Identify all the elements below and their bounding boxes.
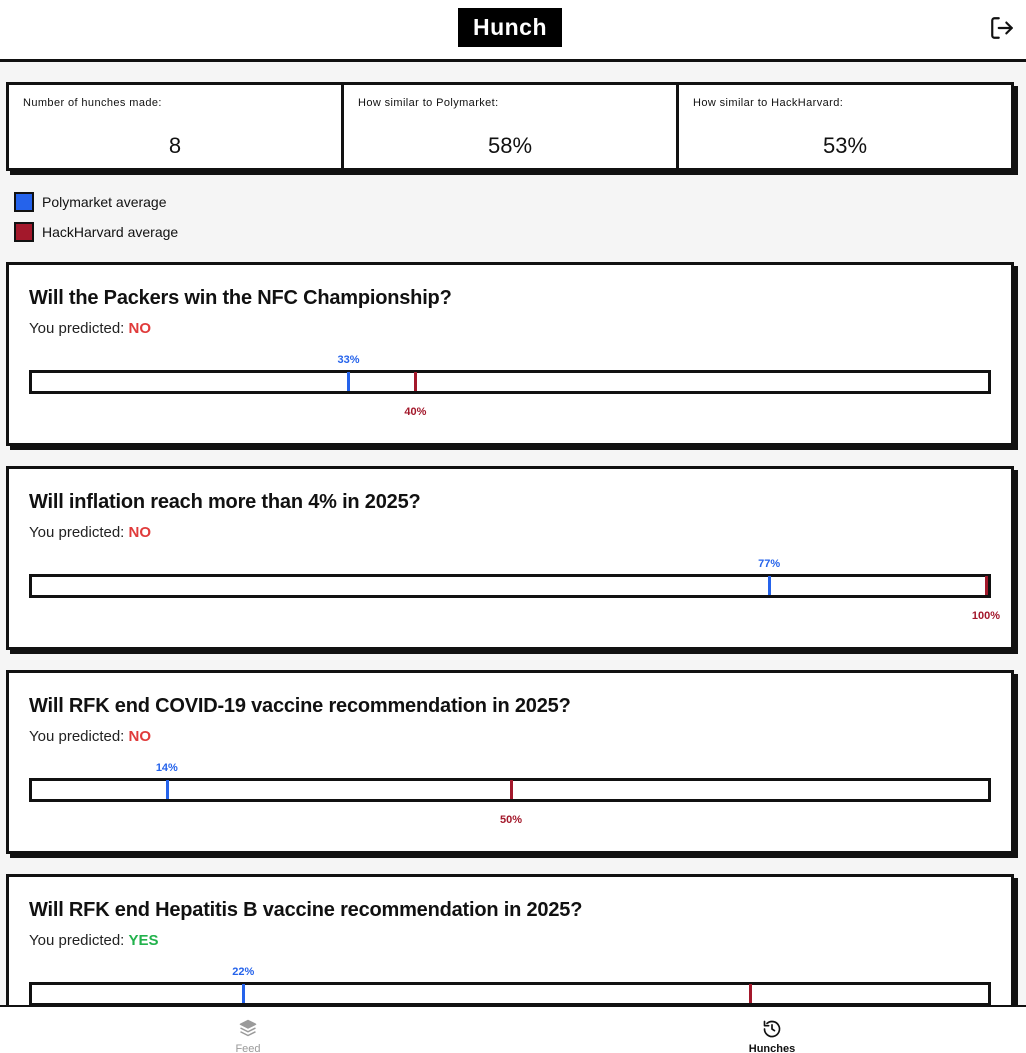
hackharvard-marker [985,576,988,595]
stat-label: Number of hunches made: [23,97,162,109]
legend-label: Polymarket average [42,194,167,210]
polymarket-marker [242,984,245,1003]
prediction-line [29,932,159,949]
polymarket-marker [768,576,771,595]
prediction-line [29,320,151,337]
polymarket-percent-label: 22% [232,966,255,978]
stat-value: 8 [168,133,182,158]
polymarket-swatch [14,192,34,212]
polymarket-percent-label: 77% [758,558,781,570]
probability-track [29,778,991,802]
hackharvard-percent-label: 100% [971,610,1001,622]
hunch-card[interactable] [6,466,1014,650]
stat-hunches-made [9,85,344,168]
hackharvard-marker [749,984,752,1003]
prediction-prefix: You predicted: [29,728,125,745]
nav-label: Hunches [748,1043,796,1053]
hackharvard-marker [414,372,417,391]
nav-hunches[interactable] [712,1007,832,1053]
polymarket-percent-label: 33% [337,354,360,366]
legend-label: HackHarvard average [42,224,179,240]
hunch-card[interactable] [6,670,1014,854]
polymarket-marker [166,780,169,799]
stats-panel [6,82,1014,171]
stat-polymarket-similarity [344,85,679,168]
prediction-prefix: You predicted: [29,524,125,541]
stat-hackharvard-similarity [679,85,1011,168]
prediction-line [29,524,151,541]
nav-label: Feed [235,1043,261,1053]
hackharvard-percent-label: 40% [404,406,427,418]
probability-track [29,982,991,1006]
probability-track [29,574,991,598]
stat-value: 58% [487,133,533,158]
stat-label: How similar to Polymarket: [358,97,499,109]
prediction-value: NO [128,524,152,541]
history-icon [762,1019,782,1039]
hackharvard-marker [510,780,513,799]
prediction-value: YES [128,932,159,949]
nav-feed[interactable] [188,1007,308,1053]
hackharvard-swatch [14,222,34,242]
legend-item-hackharvard [14,222,178,242]
prediction-value: NO [128,320,152,337]
prediction-line [29,728,151,745]
stat-label: How similar to HackHarvard: [693,97,844,109]
probability-track [29,370,991,394]
prediction-prefix: You predicted: [29,932,125,949]
legend [14,192,178,252]
hunch-logo[interactable]: Hunch [458,8,562,47]
header [0,0,1026,62]
hackharvard-percent-label: 50% [499,814,523,826]
bottom-nav [0,1005,1026,1053]
question-title: Will RFK end Hepatitis B vaccine recommendation in 2025? [29,899,583,921]
question-title: Will RFK end COVID-19 vaccine recommendation in 2025? [29,695,571,717]
layers-icon [239,1019,257,1037]
polymarket-percent-label: 14% [155,762,178,774]
question-title: Will inflation reach more than 4% in 2025? [29,491,421,513]
polymarket-marker [347,372,350,391]
stat-value: 53% [822,133,868,158]
hunch-card[interactable] [6,262,1014,446]
question-title: Will the Packers win the NFC Championship? [29,287,452,309]
prediction-prefix: You predicted: [29,320,125,337]
logout-icon[interactable] [989,15,1015,41]
legend-item-polymarket [14,192,178,212]
prediction-value: NO [128,728,152,745]
